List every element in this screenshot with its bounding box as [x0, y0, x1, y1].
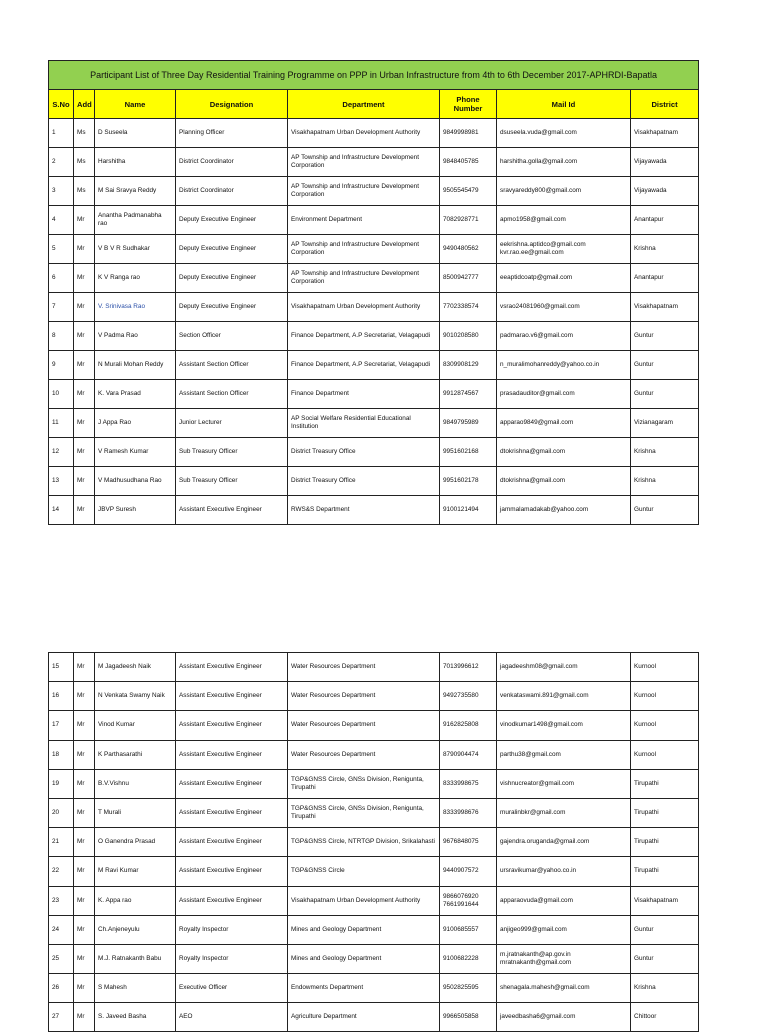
cell-name: O Ganendra Prasad	[95, 828, 176, 857]
table-row	[49, 438, 699, 467]
table-row	[49, 711, 699, 740]
cell-designation: Sub Treasury Officer	[176, 467, 288, 496]
table-row	[49, 177, 699, 206]
cell-district: Visakhapatnam	[631, 119, 699, 148]
cell-department: Environment Department	[288, 206, 440, 235]
cell-designation: Assistant Section Officer	[176, 380, 288, 409]
cell-sno: 3	[49, 177, 74, 206]
cell-name: N Venkata Swamy Naik	[95, 682, 176, 711]
cell-mail: vishnucreator@gmail.com	[497, 769, 631, 798]
cell-mail: padmarao.v6@gmail.com	[497, 322, 631, 351]
cell-designation: Junior Lecturer	[176, 409, 288, 438]
table-row	[49, 944, 699, 973]
cell-sno: 9	[49, 351, 74, 380]
cell-district: Tirupathi	[631, 857, 699, 886]
cell-department: District Treasury Office	[288, 467, 440, 496]
cell-district: Guntur	[631, 496, 699, 525]
cell-phone: 7082928771	[440, 206, 497, 235]
cell-designation: Assistant Executive Engineer	[176, 682, 288, 711]
cell-phone: 9010208580	[440, 322, 497, 351]
cell-designation: Assistant Executive Engineer	[176, 711, 288, 740]
cell-add: Mr	[74, 206, 95, 235]
cell-mail: muralinbkr@gmail.com	[497, 798, 631, 827]
cell-mail: parthu38@gmail.com	[497, 740, 631, 769]
cell-mail: dtokrishna@gmail.com	[497, 467, 631, 496]
cell-designation: Assistant Executive Engineer	[176, 828, 288, 857]
cell-phone: 9849795989	[440, 409, 497, 438]
cell-phone: 9912874567	[440, 380, 497, 409]
cell-add: Mr	[74, 886, 95, 915]
table-row	[49, 653, 699, 682]
cell-sno: 18	[49, 740, 74, 769]
cell-name: N Murali Mohan Reddy	[95, 351, 176, 380]
cell-phone: 9492735580	[440, 682, 497, 711]
cell-designation: Executive Officer	[176, 974, 288, 1003]
header-district: District	[631, 90, 699, 119]
cell-department: Visakhapatnam Urban Development Authority	[288, 293, 440, 322]
cell-district: Chittoor	[631, 1003, 699, 1032]
participant-table-page-2	[48, 652, 699, 1032]
table-row	[49, 886, 699, 915]
cell-district: Visakhapatnam	[631, 886, 699, 915]
cell-phone: 9951602178	[440, 467, 497, 496]
cell-name: V Ramesh Kumar	[95, 438, 176, 467]
cell-phone: 8790904474	[440, 740, 497, 769]
cell-sno: 8	[49, 322, 74, 351]
cell-name: M Sai Sravya Reddy	[95, 177, 176, 206]
cell-add: Mr	[74, 1003, 95, 1032]
cell-phone: 9849998981	[440, 119, 497, 148]
cell-name: S. Javeed Basha	[95, 1003, 176, 1032]
table-row	[49, 915, 699, 944]
cell-sno: 22	[49, 857, 74, 886]
cell-mail: ursravikumar@yahoo.co.in	[497, 857, 631, 886]
cell-district: Guntur	[631, 380, 699, 409]
cell-name: Anantha Padmanabha rao	[95, 206, 176, 235]
cell-sno: 25	[49, 944, 74, 973]
cell-department: Agriculture Department	[288, 1003, 440, 1032]
cell-name: D Suseela	[95, 119, 176, 148]
cell-district: Visakhapatnam	[631, 293, 699, 322]
cell-district: Vizianagaram	[631, 409, 699, 438]
table-row	[49, 119, 699, 148]
cell-sno: 24	[49, 915, 74, 944]
participant-table-page-1	[48, 60, 699, 525]
cell-name: M Jagadeesh Naik	[95, 653, 176, 682]
cell-sno: 7	[49, 293, 74, 322]
table-row	[49, 740, 699, 769]
cell-district: Krishna	[631, 467, 699, 496]
cell-district: Guntur	[631, 351, 699, 380]
cell-add: Mr	[74, 409, 95, 438]
table-row	[49, 351, 699, 380]
cell-sno: 6	[49, 264, 74, 293]
cell-name: K V Ranga rao	[95, 264, 176, 293]
cell-district: Guntur	[631, 915, 699, 944]
cell-add: Mr	[74, 264, 95, 293]
cell-district: Krishna	[631, 235, 699, 264]
cell-phone: 9505545479	[440, 177, 497, 206]
table-row	[49, 148, 699, 177]
cell-department: Finance Department, A.P Secretariat, Velagapudi	[288, 351, 440, 380]
cell-department: Visakhapatnam Urban Development Authority	[288, 119, 440, 148]
cell-district: Guntur	[631, 944, 699, 973]
cell-sno: 2	[49, 148, 74, 177]
cell-name: J Appa Rao	[95, 409, 176, 438]
cell-name: K. Appa rao	[95, 886, 176, 915]
cell-sno: 11	[49, 409, 74, 438]
cell-phone: 9440907572	[440, 857, 497, 886]
table-row	[49, 322, 699, 351]
cell-department: Endowments Department	[288, 974, 440, 1003]
cell-phone: 9866076920 7661991644	[440, 886, 497, 915]
cell-department: AP Township and Infrastructure Development Corporation	[288, 148, 440, 177]
cell-mail: prasadauditor@gmail.com	[497, 380, 631, 409]
cell-add: Mr	[74, 915, 95, 944]
cell-add: Mr	[74, 351, 95, 380]
cell-district: Krishna	[631, 974, 699, 1003]
cell-phone: 9100121494	[440, 496, 497, 525]
cell-name: V Madhusudhana Rao	[95, 467, 176, 496]
cell-add: Mr	[74, 380, 95, 409]
table-row	[49, 769, 699, 798]
cell-designation: Royalty Inspector	[176, 915, 288, 944]
cell-mail: eekrishna.aptidco@gmail.com kvr.rao.ee@gmail.com	[497, 235, 631, 264]
cell-phone: 8333998675	[440, 769, 497, 798]
cell-district: Guntur	[631, 322, 699, 351]
header-add: Add	[74, 90, 95, 119]
cell-sno: 26	[49, 974, 74, 1003]
cell-add: Ms	[74, 119, 95, 148]
table-row	[49, 828, 699, 857]
document-title: Participant List of Three Day Residential Training Programme on PPP in Urban Infrastructure from 4th to 6th December 2017-APHRDI-Bapatla	[49, 61, 699, 90]
table-row	[49, 380, 699, 409]
cell-phone: 7013996612	[440, 653, 497, 682]
cell-sno: 15	[49, 653, 74, 682]
cell-sno: 27	[49, 1003, 74, 1032]
cell-add: Mr	[74, 798, 95, 827]
cell-designation: Assistant Executive Engineer	[176, 653, 288, 682]
cell-department: Water Resources Department	[288, 740, 440, 769]
cell-phone: 8333998676	[440, 798, 497, 827]
cell-designation: AEO	[176, 1003, 288, 1032]
cell-name: B.V.Vishnu	[95, 769, 176, 798]
cell-mail: apparao9849@gmail.com	[497, 409, 631, 438]
cell-district: Kurnool	[631, 740, 699, 769]
cell-phone: 7702338574	[440, 293, 497, 322]
cell-district: Kurnool	[631, 711, 699, 740]
cell-add: Mr	[74, 322, 95, 351]
cell-add: Mr	[74, 711, 95, 740]
cell-name: K. Vara Prasad	[95, 380, 176, 409]
cell-department: AP Township and Infrastructure Development Corporation	[288, 177, 440, 206]
cell-mail: apmo1958@gmail.com	[497, 206, 631, 235]
header-sno: S.No	[49, 90, 74, 119]
cell-add: Mr	[74, 974, 95, 1003]
cell-add: Mr	[74, 740, 95, 769]
cell-name: K Parthasarathi	[95, 740, 176, 769]
cell-designation: Deputy Executive Engineer	[176, 293, 288, 322]
cell-add: Mr	[74, 653, 95, 682]
cell-add: Ms	[74, 148, 95, 177]
cell-name: JBVP Suresh	[95, 496, 176, 525]
cell-designation: Deputy Executive Engineer	[176, 264, 288, 293]
table-row	[49, 264, 699, 293]
cell-sno: 5	[49, 235, 74, 264]
cell-department: AP Township and Infrastructure Development Corporation	[288, 264, 440, 293]
cell-designation: Assistant Section Officer	[176, 351, 288, 380]
cell-add: Mr	[74, 467, 95, 496]
cell-phone: 9490480562	[440, 235, 497, 264]
cell-mail: sravyareddy800@gmail.com	[497, 177, 631, 206]
cell-mail: jammalamadakab@yahoo.com	[497, 496, 631, 525]
cell-designation: District Coordinator	[176, 148, 288, 177]
cell-phone: 8500942777	[440, 264, 497, 293]
cell-sno: 16	[49, 682, 74, 711]
cell-phone: 9966505858	[440, 1003, 497, 1032]
cell-mail: javeedbasha6@gmail.com	[497, 1003, 631, 1032]
cell-mail: apparaovuda@gmail.com	[497, 886, 631, 915]
cell-mail: m.jratnakanth@ap.gov.in mratnakanth@gmail.com	[497, 944, 631, 973]
cell-sno: 13	[49, 467, 74, 496]
cell-department: AP Social Welfare Residential Educational Institution	[288, 409, 440, 438]
cell-district: Tirupathi	[631, 828, 699, 857]
cell-mail: anjigeo999@gmail.com	[497, 915, 631, 944]
cell-mail: harshitha.golla@gmail.com	[497, 148, 631, 177]
cell-mail: vsrao24081960@gmail.com	[497, 293, 631, 322]
cell-mail: eeaptidcoatp@gmail.com	[497, 264, 631, 293]
cell-phone: 9100682228	[440, 944, 497, 973]
cell-department: Finance Department, A.P Secretariat, Velagapudi	[288, 322, 440, 351]
cell-name: Ch.Anjeneyulu	[95, 915, 176, 944]
table-row	[49, 467, 699, 496]
cell-department: TGP&GNSS Circle, NTRTGP Division, Srikalahasti	[288, 828, 440, 857]
cell-department: Visakhapatnam Urban Development Authority	[288, 886, 440, 915]
header-mail: Mail Id	[497, 90, 631, 119]
cell-mail: vinodkumar1498@gmail.com	[497, 711, 631, 740]
cell-designation: Assistant Executive Engineer	[176, 740, 288, 769]
header-designation: Designation	[176, 90, 288, 119]
cell-district: Kurnool	[631, 653, 699, 682]
cell-add: Mr	[74, 496, 95, 525]
cell-designation: Royalty Inspector	[176, 944, 288, 973]
cell-phone: 9848405785	[440, 148, 497, 177]
cell-department: Finance Department	[288, 380, 440, 409]
cell-mail: n_muralimohanreddy@yahoo.co.in	[497, 351, 631, 380]
cell-designation: Deputy Executive Engineer	[176, 235, 288, 264]
cell-name: V B V R Sudhakar	[95, 235, 176, 264]
cell-add: Mr	[74, 944, 95, 973]
cell-designation: Assistant Executive Engineer	[176, 798, 288, 827]
cell-name: S Mahesh	[95, 974, 176, 1003]
cell-department: Water Resources Department	[288, 653, 440, 682]
cell-add: Mr	[74, 857, 95, 886]
table-row	[49, 409, 699, 438]
cell-department: Water Resources Department	[288, 711, 440, 740]
cell-designation: District Coordinator	[176, 177, 288, 206]
cell-district: Vijayawada	[631, 148, 699, 177]
cell-district: Anantapur	[631, 206, 699, 235]
cell-sno: 14	[49, 496, 74, 525]
cell-department: TGP&GNSS Circle, GNSs Division, Renigunta, Tirupathi	[288, 769, 440, 798]
cell-add: Ms	[74, 177, 95, 206]
cell-designation: Assistant Executive Engineer	[176, 886, 288, 915]
cell-department: Mines and Geology Department	[288, 944, 440, 973]
cell-designation: Section Officer	[176, 322, 288, 351]
cell-name: Vinod Kumar	[95, 711, 176, 740]
cell-name: Harshitha	[95, 148, 176, 177]
cell-sno: 19	[49, 769, 74, 798]
table-row	[49, 293, 699, 322]
cell-phone: 9162825808	[440, 711, 497, 740]
cell-sno: 4	[49, 206, 74, 235]
cell-phone: 9100685557	[440, 915, 497, 944]
cell-mail: venkataswami.891@gmail.com	[497, 682, 631, 711]
cell-phone: 9502825595	[440, 974, 497, 1003]
table-row	[49, 1003, 699, 1032]
cell-name: V. Srinivasa Rao	[95, 293, 176, 322]
cell-department: Mines and Geology Department	[288, 915, 440, 944]
cell-phone: 8309908129	[440, 351, 497, 380]
table-row	[49, 496, 699, 525]
cell-name: M.J. Ratnakanth Babu	[95, 944, 176, 973]
cell-department: TGP&GNSS Circle	[288, 857, 440, 886]
cell-mail: gajendra.oruganda@gmail.com	[497, 828, 631, 857]
cell-designation: Deputy Executive Engineer	[176, 206, 288, 235]
cell-district: Tirupathi	[631, 798, 699, 827]
cell-designation: Assistant Executive Engineer	[176, 496, 288, 525]
cell-mail: shenagala.mahesh@gmail.com	[497, 974, 631, 1003]
cell-district: Tirupathi	[631, 769, 699, 798]
cell-name: T Murali	[95, 798, 176, 827]
cell-designation: Assistant Executive Engineer	[176, 857, 288, 886]
cell-name: V Padma Rao	[95, 322, 176, 351]
table-row	[49, 235, 699, 264]
cell-add: Mr	[74, 769, 95, 798]
cell-department: TGP&GNSS Circle, GNSs Division, Renigunta, Tirupathi	[288, 798, 440, 827]
cell-mail: jagadeeshm08@gmail.com	[497, 653, 631, 682]
cell-designation: Planning Officer	[176, 119, 288, 148]
cell-add: Mr	[74, 682, 95, 711]
cell-add: Mr	[74, 438, 95, 467]
cell-name: M Ravi Kumar	[95, 857, 176, 886]
cell-sno: 17	[49, 711, 74, 740]
cell-department: RWS&S Department	[288, 496, 440, 525]
cell-phone: 9951602168	[440, 438, 497, 467]
cell-department: District Treasury Office	[288, 438, 440, 467]
cell-sno: 1	[49, 119, 74, 148]
cell-designation: Assistant Executive Engineer	[176, 769, 288, 798]
header-row	[49, 90, 699, 119]
cell-district: Vijayawada	[631, 177, 699, 206]
cell-sno: 10	[49, 380, 74, 409]
header-name: Name	[95, 90, 176, 119]
cell-add: Mr	[74, 828, 95, 857]
cell-sno: 12	[49, 438, 74, 467]
table-row	[49, 798, 699, 827]
cell-department: Water Resources Department	[288, 682, 440, 711]
cell-district: Kurnool	[631, 682, 699, 711]
header-phone: Phone Number	[440, 90, 497, 119]
table-row	[49, 857, 699, 886]
cell-mail: dsuseela.vuda@gmail.com	[497, 119, 631, 148]
table-row	[49, 682, 699, 711]
cell-district: Krishna	[631, 438, 699, 467]
cell-district: Anantapur	[631, 264, 699, 293]
cell-department: AP Township and Infrastructure Development Corporation	[288, 235, 440, 264]
cell-sno: 23	[49, 886, 74, 915]
cell-add: Mr	[74, 235, 95, 264]
cell-add: Mr	[74, 293, 95, 322]
cell-designation: Sub Treasury Officer	[176, 438, 288, 467]
table-row	[49, 974, 699, 1003]
cell-sno: 20	[49, 798, 74, 827]
table-row	[49, 206, 699, 235]
cell-phone: 9676848075	[440, 828, 497, 857]
cell-sno: 21	[49, 828, 74, 857]
cell-mail: dtokrishna@gmail.com	[497, 438, 631, 467]
header-department: Department	[288, 90, 440, 119]
